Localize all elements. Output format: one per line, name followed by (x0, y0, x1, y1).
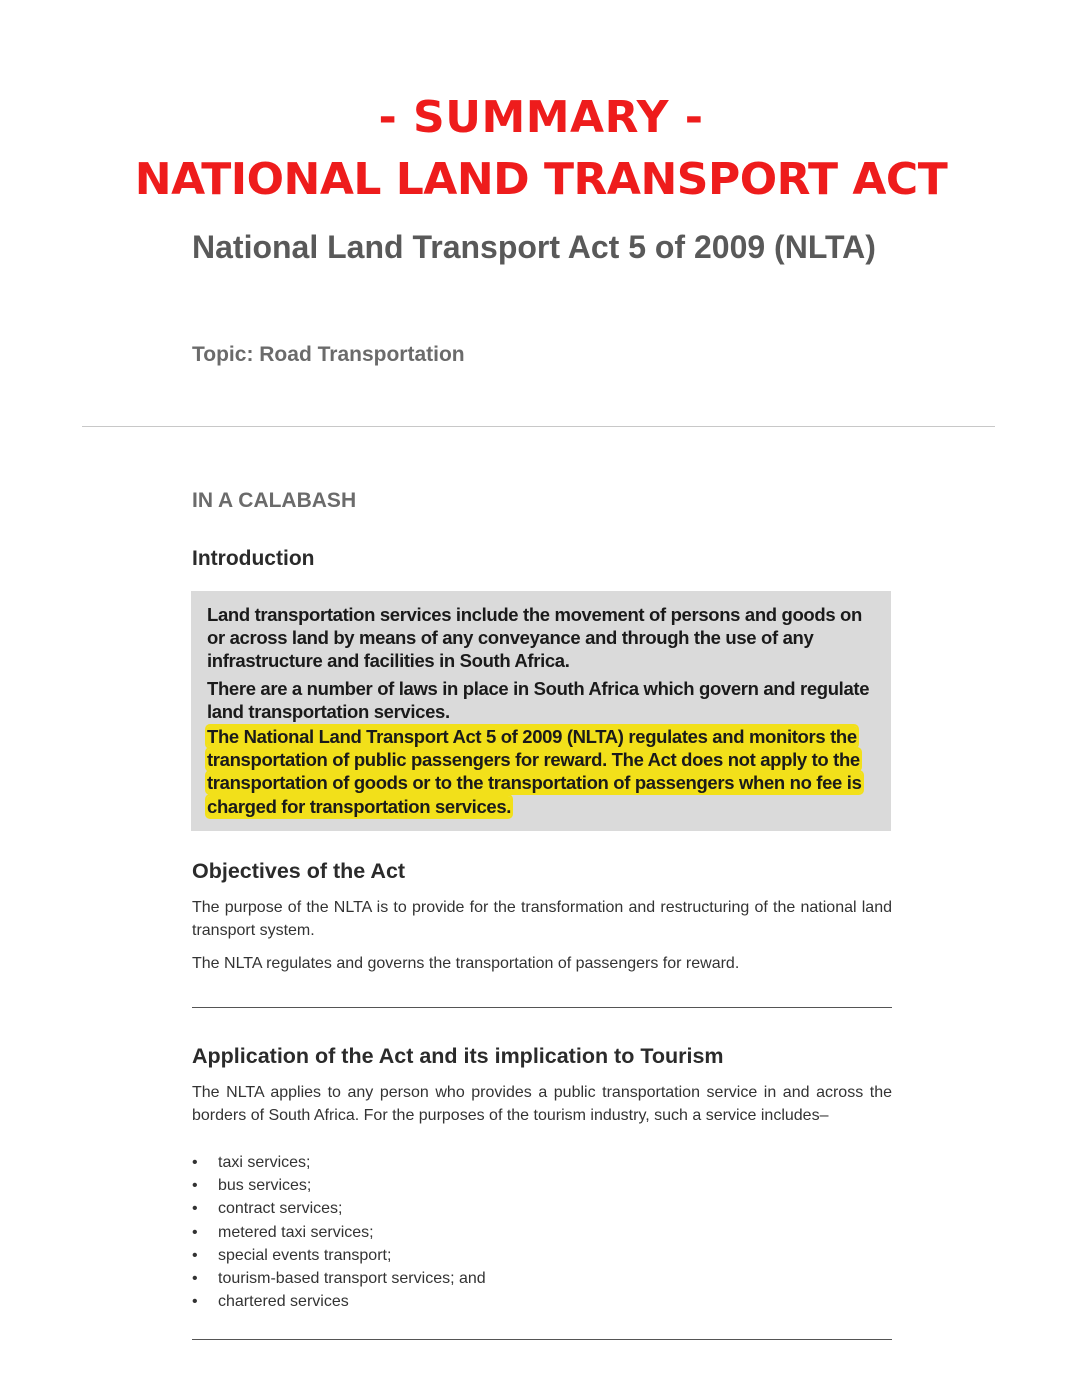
list-item (192, 1174, 486, 1197)
bullet-icon: • (192, 1154, 198, 1171)
list-item (192, 1244, 486, 1267)
list-item-text: chartered services (218, 1293, 349, 1311)
list-item (192, 1151, 486, 1174)
topic-label: Topic: Road Transportation (192, 343, 465, 366)
bullet-icon: • (192, 1270, 198, 1288)
application-paragraph: The NLTA applies to any person who provides a public transportation service in and across the borders of South Africa. For the purposes of the tourism industry, such a service includes– (192, 1084, 892, 1124)
objectives-heading: Objectives of the Act (192, 859, 406, 883)
bullet-icon: • (192, 1223, 198, 1241)
objectives-paragraph-2: The NLTA regulates and governs the transportation of passengers for reward. (192, 955, 740, 972)
section-divider (192, 1339, 892, 1340)
bullet-icon: • (192, 1293, 198, 1311)
list-item-text: metered taxi services; (218, 1223, 374, 1241)
bullet-icon: • (192, 1200, 198, 1218)
section-label: IN A CALABASH (192, 489, 357, 512)
list-item-text: special events transport; (218, 1246, 392, 1264)
list-item-text: bus services; (218, 1177, 312, 1195)
list-item-text: tourism-based transport services; and (218, 1270, 486, 1288)
objectives-paragraph-1: The purpose of the NLTA is to provide for the transformation and restructuring of the national land transport system. (192, 899, 892, 939)
section-divider (192, 1007, 892, 1008)
document-title: National Land Transport Act 5 of 2009 (NLTA) (192, 229, 876, 265)
introduction-paragraph-2: There are a number of laws in place in South Africa which govern and regulate land transportation services. (207, 678, 870, 723)
list-item (192, 1290, 486, 1313)
list-item-text: contract services; (218, 1200, 343, 1218)
header-divider (82, 426, 995, 427)
list-item (192, 1197, 486, 1220)
service-list (192, 1151, 486, 1313)
bullet-icon: • (192, 1177, 198, 1195)
bullet-icon: • (192, 1246, 198, 1264)
list-item-text: taxi services; (218, 1154, 311, 1171)
list-item (192, 1267, 486, 1290)
introduction-heading: Introduction (192, 547, 315, 570)
list-item (192, 1221, 486, 1244)
act-title-banner: NATIONAL LAND TRANSPORT ACT (134, 154, 948, 205)
highlighted-text: The National Land Transport Act 5 of 2009 (NLTA) regulates and monitors the transportation of public passengers for reward. The Act does not apply to the transportation of goods or to the transportation of passengers when no fee is charged for transportation services. (207, 726, 862, 817)
introduction-paragraph-1: Land transportation services include the movement of persons and goods on or across land by means of any conveyance and through the use of any infrastructure and facilities in South Africa. (207, 604, 862, 672)
introduction-paragraph-3 (207, 725, 879, 818)
application-heading: Application of the Act and its implication to Tourism (192, 1044, 724, 1068)
summary-heading: - SUMMARY - (378, 92, 704, 143)
